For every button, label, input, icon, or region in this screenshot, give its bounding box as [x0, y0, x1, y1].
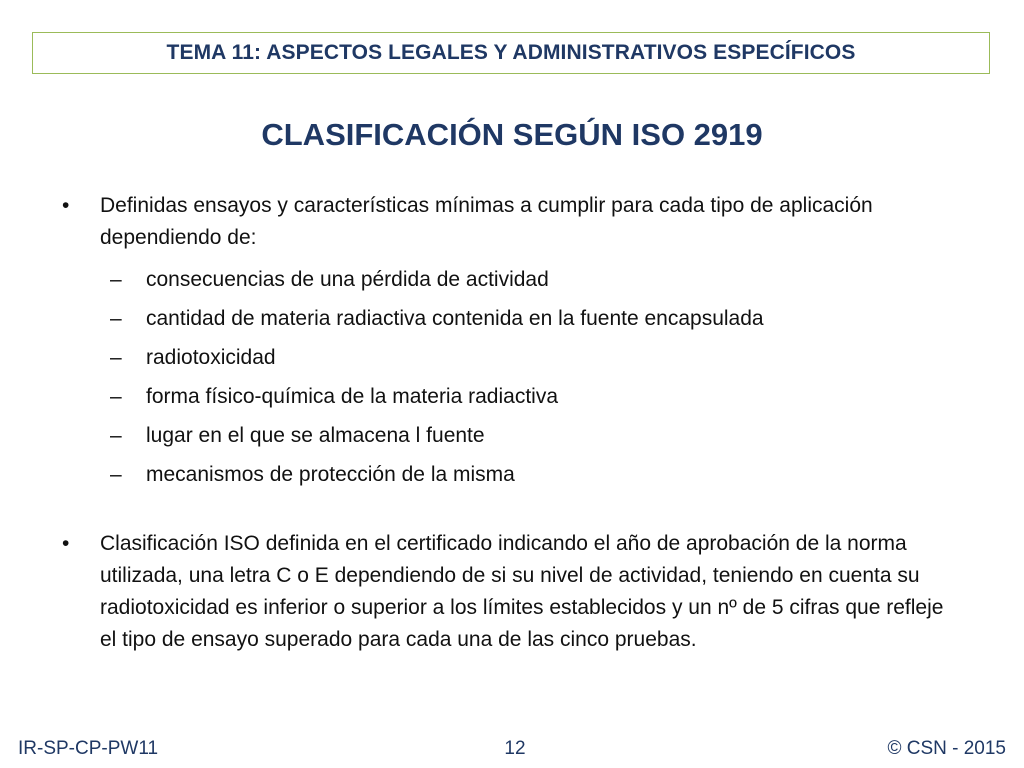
slide-title: CLASIFICACIÓN SEGÚN ISO 2919 [261, 117, 763, 152]
footer-copyright: © CSN - 2015 [887, 738, 1006, 759]
sub-text: mecanismos de protección de la misma [146, 463, 515, 486]
sub-item [62, 260, 962, 299]
dash-mark: – [110, 307, 122, 330]
footer-page-number: 12 [504, 738, 526, 759]
sub-item [62, 377, 962, 416]
sub-text: cantidad de materia radiactiva contenida en la fuente encapsulada [146, 307, 764, 330]
sub-text: radiotoxicidad [146, 346, 276, 369]
sub-list [62, 260, 962, 494]
footer-course-code: IR-SP-CP-PW11 [18, 738, 159, 759]
sub-item [62, 338, 962, 377]
sub-text: forma físico-química de la materia radiactiva [146, 385, 558, 408]
dash-mark: – [110, 346, 122, 369]
bullet-item [62, 528, 962, 656]
bullet-mark: • [62, 532, 70, 555]
sub-item [62, 299, 962, 338]
sub-text: lugar en el que se almacena l fuente [146, 424, 485, 447]
sub-item [62, 416, 962, 455]
dash-mark: – [110, 268, 122, 291]
header-title: TEMA 11: ASPECTOS LEGALES Y ADMINISTRATIVOS ESPECÍFICOS [166, 41, 856, 64]
bullet-item [62, 190, 962, 254]
sub-text: consecuencias de una pérdida de actividad [146, 268, 549, 291]
dash-mark: – [110, 385, 122, 408]
dash-mark: – [110, 424, 122, 447]
bullet-text: Clasificación ISO definida en el certificado indicando el año de aprobación de la norma utilizada, una letra C o E dependiendo de si su nivel de actividad, teniendo en cuenta su radiotoxicidad es inferior o superior a los límites establecidos y un nº de 5 cifras que refleje el tipo de ensayo superado para cada una de las cinco pruebas. [100, 532, 944, 651]
bullet-mark: • [62, 194, 70, 217]
dash-mark: – [110, 463, 122, 486]
bullet-text: Definidas ensayos y características mínimas a cumplir para cada tipo de aplicación dependiendo de: [100, 194, 873, 249]
header-box [32, 32, 990, 74]
sub-item [62, 455, 962, 494]
slide-content [62, 190, 962, 656]
